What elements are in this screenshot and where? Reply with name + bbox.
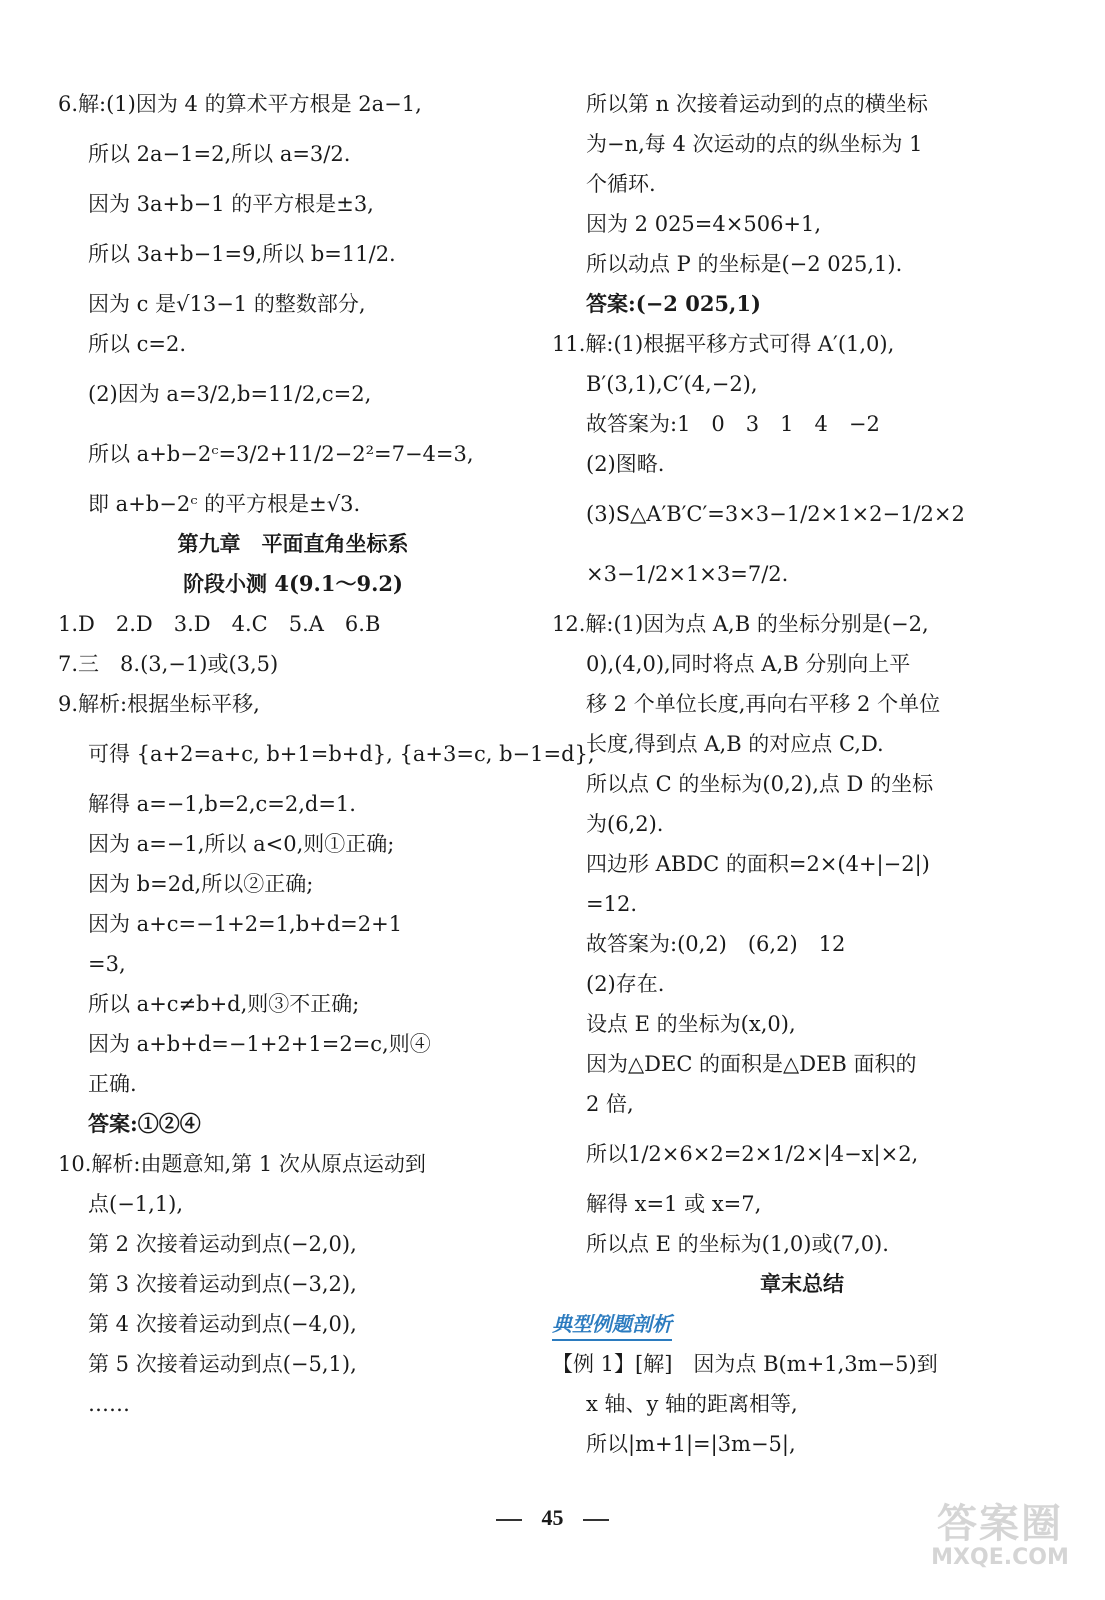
right-column-line: 四边形 ABDC 的面积=2×(4+|−2|) xyxy=(586,852,930,876)
right-column-line: 设点 E 的坐标为(x,0), xyxy=(586,1012,796,1036)
right-column-line: x 轴、y 轴的距离相等, xyxy=(586,1392,798,1416)
right-column-line: 因为△DEC 的面积是△DEB 面积的 xyxy=(586,1052,917,1076)
left-column-line: 所以 2a−1=2,所以 a=3/2. xyxy=(88,142,351,166)
left-column-line: 1.D 2.D 3.D 4.C 5.A 6.B xyxy=(58,612,381,636)
right-column-line: 所以1/2×6×2=2×1/2×|4−x|×2, xyxy=(586,1142,919,1166)
left-column-line: 所以 a+c≠b+d,则③不正确; xyxy=(88,992,360,1016)
right-column-line: 为(6,2). xyxy=(586,812,664,836)
right-column-line: 故答案为:(0,2) (6,2) 12 xyxy=(586,932,846,956)
left-column-line: 点(−1,1), xyxy=(88,1192,184,1216)
left-column-line: 因为 a+c=−1+2=1,b+d=2+1 xyxy=(88,912,403,936)
left-column-line: 即 a+b−2ᶜ 的平方根是±√3. xyxy=(88,492,361,516)
watermark-title: 答案圈 xyxy=(937,1501,1063,1547)
left-column-line: 10.解析:由题意知,第 1 次从原点运动到 xyxy=(58,1152,426,1176)
left-column-line: 6.解:(1)因为 4 的算术平方根是 2a−1, xyxy=(58,92,422,116)
right-column-line: 解得 x=1 或 x=7, xyxy=(586,1192,762,1216)
right-column-line: (3)S△A′B′C′=3×3−1/2×1×2−1/2×2 xyxy=(586,502,965,526)
left-column-line: 答案:①②④ xyxy=(88,1111,201,1136)
left-column-line: 所以 a+b−2ᶜ=3/2+11/2−2²=7−4=3, xyxy=(88,442,474,466)
right-column-line: 移 2 个单位长度,再向右平移 2 个单位 xyxy=(586,692,941,716)
right-column-line xyxy=(552,1304,1052,1344)
right-column-line: 0),(4,0),同时将点 A,B 分别向上平 xyxy=(586,652,911,676)
left-column-line: 解得 a=−1,b=2,c=2,d=1. xyxy=(88,792,356,816)
left-column-line: 因为 3a+b−1 的平方根是±3, xyxy=(88,192,374,216)
page-number-text: 45 xyxy=(541,1505,564,1530)
right-column-line: 所以点 C 的坐标为(0,2),点 D 的坐标 xyxy=(586,772,934,796)
right-column-line: 所以动点 P 的坐标是(−2 025,1). xyxy=(586,252,903,276)
right-column-line: (2)存在. xyxy=(586,972,665,996)
page-number-dash-left xyxy=(496,1519,522,1521)
right-column-line: 【例 1】[解] 因为点 B(m+1,3m−5)到 xyxy=(552,1352,938,1376)
left-column-line: 阶段小测 4(9.1～9.2) xyxy=(183,571,403,596)
right-column-line: B′(3,1),C′(4,−2), xyxy=(586,372,758,396)
left-column-line: 因为 c 是√13−1 的整数部分, xyxy=(88,292,366,316)
right-column-line: ×3−1/2×1×3=7/2. xyxy=(586,562,789,586)
right-column-line: 所以第 n 次接着运动到的点的横坐标 xyxy=(586,92,928,116)
left-column-line: 9.解析:根据坐标平移, xyxy=(58,692,260,716)
left-column-line: 第 5 次接着运动到点(−5,1), xyxy=(88,1352,357,1376)
right-column-line: 12.解:(1)因为点 A,B 的坐标分别是(−2, xyxy=(552,612,929,636)
right-column-line: 故答案为:1 0 3 1 4 −2 xyxy=(586,412,880,436)
left-column xyxy=(58,84,595,1424)
right-column-line: 11.解:(1)根据平移方式可得 A′(1,0), xyxy=(552,332,895,356)
left-column-line: 所以 c=2. xyxy=(88,332,187,356)
left-column-line: =3, xyxy=(88,952,126,976)
left-column-line: 第 4 次接着运动到点(−4,0), xyxy=(88,1312,357,1336)
left-column-line: 因为 a=−1,所以 a<0,则①正确; xyxy=(88,832,395,856)
right-column-line: =12. xyxy=(586,892,637,916)
watermark-domain: MXQE.COM xyxy=(931,1545,1069,1570)
section-tag: 典型例题剖析 xyxy=(552,1309,672,1341)
right-column-line: 2 倍, xyxy=(586,1092,634,1116)
left-column-line: 第九章 平面直角坐标系 xyxy=(177,531,409,556)
left-column-line: 可得 {a+2=a+c, b+1=b+d}, {a+3=c, b−1=d}, xyxy=(88,742,595,766)
right-column-line: 章末总结 xyxy=(760,1271,844,1296)
left-column-line: 7.三 8.(3,−1)或(3,5) xyxy=(58,652,279,676)
right-column-line: 长度,得到点 A,B 的对应点 C,D. xyxy=(586,732,884,756)
right-column-line: 所以点 E 的坐标为(1,0)或(7,0). xyxy=(586,1232,889,1256)
left-column-line: 第 2 次接着运动到点(−2,0), xyxy=(88,1232,357,1256)
right-column-line: 所以|m+1|=|3m−5|, xyxy=(586,1432,796,1456)
right-column-line: 因为 2 025=4×506+1, xyxy=(586,212,822,236)
left-column-line: 因为 a+b+d=−1+2+1=2=c,则④ xyxy=(88,1032,431,1056)
right-column-line: 为−n,每 4 次运动的点的纵坐标为 1 xyxy=(586,132,923,156)
left-column-line: 因为 b=2d,所以②正确; xyxy=(88,872,314,896)
left-column-line: 第 3 次接着运动到点(−3,2), xyxy=(88,1272,357,1296)
watermark-logo xyxy=(915,1502,1085,1582)
left-column-line: …… xyxy=(88,1392,130,1416)
page-number-dash-right xyxy=(583,1519,609,1521)
right-column-line: (2)图略. xyxy=(586,452,665,476)
right-column xyxy=(552,84,1052,1464)
left-column-line: (2)因为 a=3/2,b=11/2,c=2, xyxy=(88,382,372,406)
left-column-line: 正确. xyxy=(88,1072,137,1096)
right-column-line: 答案:(−2 025,1) xyxy=(586,291,761,316)
right-column-line: 个循环. xyxy=(586,172,656,196)
left-column-line: 所以 3a+b−1=9,所以 b=11/2. xyxy=(88,242,396,266)
